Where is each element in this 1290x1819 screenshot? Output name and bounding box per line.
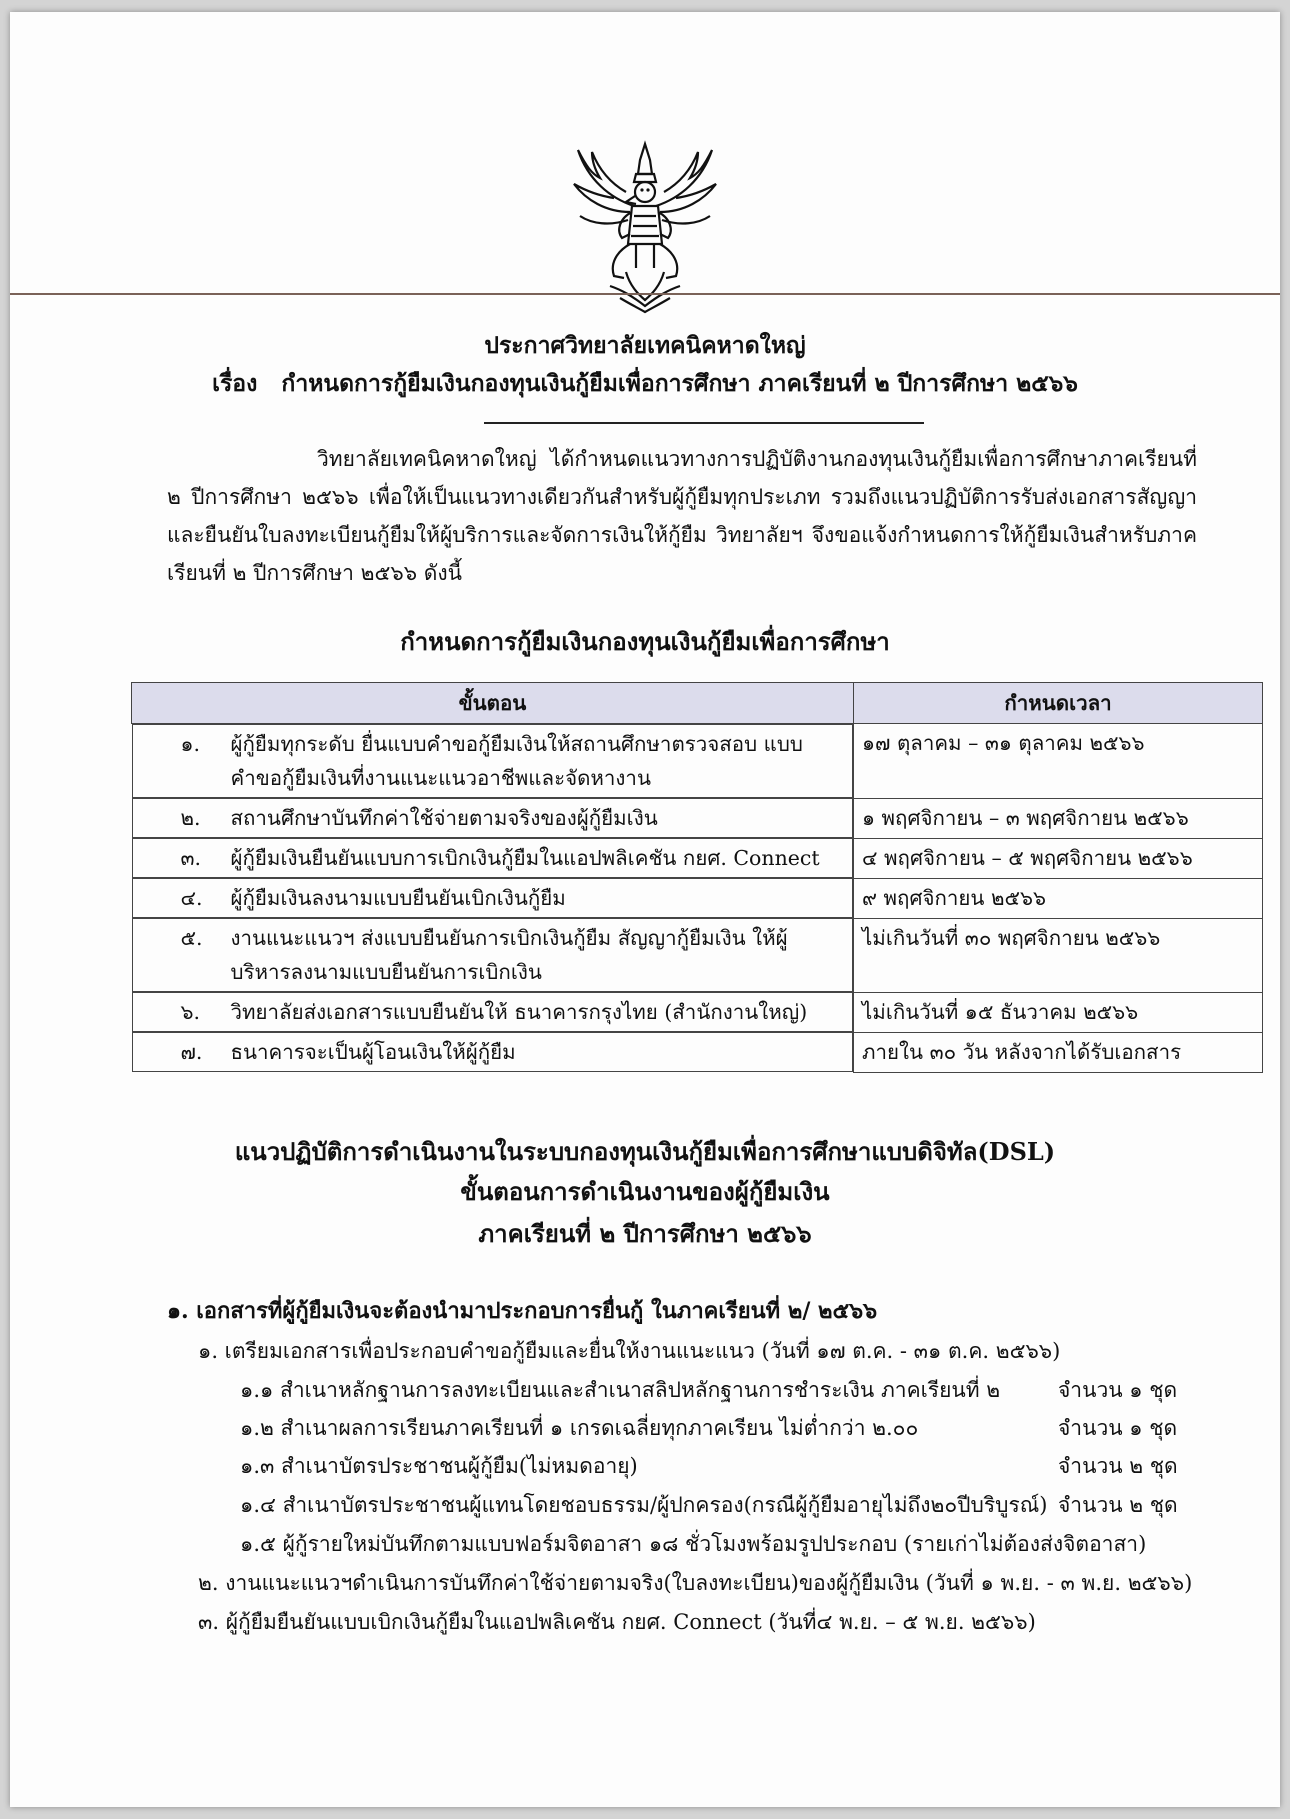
- step-3-item: ๓. ผู้กู้ยืมยืนยันแบบเบิกเงินกู้ยืมในแอปพลิเคชัน กยศ. Connect (วันที่๔ พ.ย. – ๕ พ.ย. ๒๕๖๖): [198, 1610, 1036, 1634]
- doc-item-1-4: ๑.๔ สำเนาบัตรประชาชนผู้แทนโดยชอบธรรม/ผู้ปกครอง(กรณีผู้กู้ยืมอายุไม่ถึง๒๐ปีบริบูรณ์): [240, 1493, 1048, 1517]
- doc-item-1-2: ๑.๒ สำเนาผลการเรียนภาคเรียนที่ ๑ เกรดเฉลี่ยทุกภาคเรียน ไม่ต่ำกว่า ๒.๐๐: [240, 1416, 919, 1440]
- table-row: [132, 992, 1263, 1032]
- step-text: ผู้กู้ยืมเงินลงนามแบบยืนยันเบิกเงินกู้ยืม: [230, 886, 566, 910]
- table-row: [132, 918, 1263, 992]
- step-number: ๒.: [180, 806, 201, 830]
- step-time: ๑ พฤศจิกายน – ๓ พฤศจิกายน ๒๕๖๖: [854, 798, 1263, 838]
- title-underline: [484, 422, 924, 424]
- step-time: ไม่เกินวันที่ ๑๕ ธันวาคม ๒๕๖๖: [854, 992, 1263, 1032]
- col-time-header: กำหนดเวลา: [854, 683, 1263, 724]
- step-text: ธนาคารจะเป็นผู้โอนเงินให้ผู้กู้ยืม: [230, 1040, 516, 1064]
- step-time: ๙ พฤศจิกายน ๒๕๖๖: [854, 878, 1263, 918]
- step-time: ภายใน ๓๐ วัน หลังจากได้รับเอกสาร: [854, 1032, 1263, 1072]
- doc-qty-1-1: จำนวน ๑ ชุด: [1058, 1378, 1178, 1402]
- dsl-term: ภาคเรียนที่ ๒ ปีการศึกษา ๒๕๖๖: [478, 1219, 812, 1248]
- subject-prefix: เรื่อง: [212, 370, 258, 397]
- table-row: [132, 798, 1263, 838]
- schedule-body: [132, 724, 1263, 1073]
- step-number: ๔.: [180, 886, 203, 910]
- step-number: ๕.: [180, 926, 203, 950]
- doc-qty-1-4: จำนวน ๒ ชุด: [1058, 1493, 1178, 1517]
- step-text: สถานศึกษาบันทึกค่าใช้จ่ายตามจริงของผู้กู้ยืมเงิน: [230, 806, 658, 830]
- step-cell: [132, 798, 854, 838]
- step-time: ไม่เกินวันที่ ๓๐ พฤศจิกายน ๒๕๖๖: [854, 918, 1263, 992]
- step-cell: [132, 838, 854, 878]
- table-row: [132, 724, 1263, 799]
- step-number: ๖.: [180, 1000, 201, 1024]
- step-cell: [132, 878, 854, 918]
- table-row: [132, 838, 1263, 878]
- step-text: วิทยาลัยส่งเอกสารแบบยืนยันให้ ธนาคารกรุงไทย (สำนักงานใหญ่): [230, 1000, 808, 1024]
- step-time: ๑๗ ตุลาคม – ๓๑ ตุลาคม ๒๕๖๖: [854, 724, 1263, 799]
- doc-item-1-5: ๑.๕ ผู้กู้รายใหม่บันทึกตามแบบฟอร์มจิตอาสา ๑๘ ชั่วโมงพร้อมรูปประกอบ (รายเก่าไม่ต้องส่งจิตอาสา): [240, 1532, 1147, 1556]
- doc-item-1-3: ๑.๓ สำเนาบัตรประชาชนผู้กู้ยืม(ไม่หมดอายุ): [240, 1454, 638, 1478]
- table-row: [132, 878, 1263, 918]
- step-number: ๑.: [180, 732, 201, 756]
- step-cell: [132, 918, 854, 992]
- schedule-table: [131, 682, 1263, 1073]
- announcement-title: ประกาศวิทยาลัยเทคนิคหาดใหญ่: [484, 332, 806, 359]
- step-cell: [132, 724, 854, 798]
- step-1-item: ๑. เตรียมเอกสารเพื่อประกอบคำขอกู้ยืมและยื่นให้งานแนะแนว (วันที่ ๑๗ ต.ค. - ๓๑ ต.ค. ๒๕๖๖): [198, 1339, 1061, 1363]
- table-header-row: [132, 683, 1263, 724]
- step-2-item: ๒. งานแนะแนวฯดำเนินการบันทึกค่าใช้จ่ายตามจริง(ใบลงทะเบียน)ของผู้กู้ยืมเงิน (วันที่ ๑ พ.ย. - ๓ พ.ย. ๒๕๖๖): [198, 1571, 1193, 1595]
- step-time: ๔ พฤศจิกายน – ๕ พฤศจิกายน ๒๕๖๖: [854, 838, 1263, 878]
- table-row: [132, 1032, 1263, 1072]
- document-page: [10, 12, 1280, 1807]
- step-text: ผู้กู้ยืมทุกระดับ ยื่นแบบคำขอกู้ยืมเงินให้สถานศึกษาตรวจสอบ แบบคำขอกู้ยืมเงินที่งานแนะแนวอาชีพและจัดหางาน: [230, 732, 803, 790]
- schedule-title: กำหนดการกู้ยืมเงินกองทุนเงินกู้ยืมเพื่อการศึกษา: [400, 627, 890, 656]
- intro-paragraph: วิทยาลัยเทคนิคหาดใหญ่ ได้กำหนดแนวทางการปฏิบัติงานกองทุนเงินกู้ยืมเพื่อการศึกษาภาคเรียนที่ ๒ ปีการศึกษา ๒๕๖๖ เพื่อให้เป็นแนวทางเดียวกันสำหรับผู้กู้ยืมทุกประเภท รวมถึงแนวปฏิบัติการรับส่งเอกสารสัญญาและยืนยันใบลงทะเบียนกู้ยืมให้ผู้บริการและจัดการเงินให้กู้ยืม วิทยาลัยฯ จึงขอแจ้งกำหนดการให้กู้ยืมเงินสำหรับภาคเรียนที่ ๒ ปีการศึกษา ๒๕๖๖ ดังนี้: [167, 447, 1197, 585]
- step-cell: [132, 1032, 854, 1072]
- doc-qty-1-3: จำนวน ๒ ชุด: [1058, 1454, 1178, 1478]
- col-step-header: ขั้นตอน: [132, 683, 854, 724]
- garuda-emblem-icon: [570, 140, 720, 315]
- dsl-subtitle: ขั้นตอนการดำเนินงานของผู้กู้ยืมเงิน: [460, 1177, 830, 1206]
- section-1-heading: ๑. เอกสารที่ผู้กู้ยืมเงินจะต้องนำมาประกอบการยื่นกู้ ในภาคเรียนที่ ๒/ ๒๕๖๖: [167, 1298, 878, 1324]
- step-cell: [132, 992, 854, 1032]
- step-text: งานแนะแนวฯ ส่งแบบยืนยันการเบิกเงินกู้ยืม สัญญากู้ยืมเงิน ให้ผู้บริหารลงนามแบบยืนยันการเบิกเงิน: [230, 926, 788, 984]
- step-number: ๗.: [180, 1040, 203, 1064]
- step-number: ๓.: [180, 846, 202, 870]
- header-divider: [10, 293, 1280, 295]
- subject-text: กำหนดการกู้ยืมเงินกองทุนเงินกู้ยืมเพื่อการศึกษา ภาคเรียนที่ ๒ ปีการศึกษา ๒๕๖๖: [281, 370, 1078, 397]
- doc-item-1-1: ๑.๑ สำเนาหลักฐานการลงทะเบียนและสำเนาสลิปหลักฐานการชำระเงิน ภาคเรียนที่ ๒: [240, 1378, 1001, 1402]
- doc-qty-1-2: จำนวน ๑ ชุด: [1058, 1416, 1178, 1440]
- dsl-title: แนวปฏิบัติการดำเนินงานในระบบกองทุนเงินกู้ยืมเพื่อการศึกษาแบบดิจิทัล(DSL): [234, 1137, 1056, 1166]
- step-text: ผู้กู้ยืมเงินยืนยันแบบการเบิกเงินกู้ยืมในแอปพลิเคชัน กยศ. Connect: [230, 846, 820, 870]
- announcement-subject: [10, 366, 1280, 402]
